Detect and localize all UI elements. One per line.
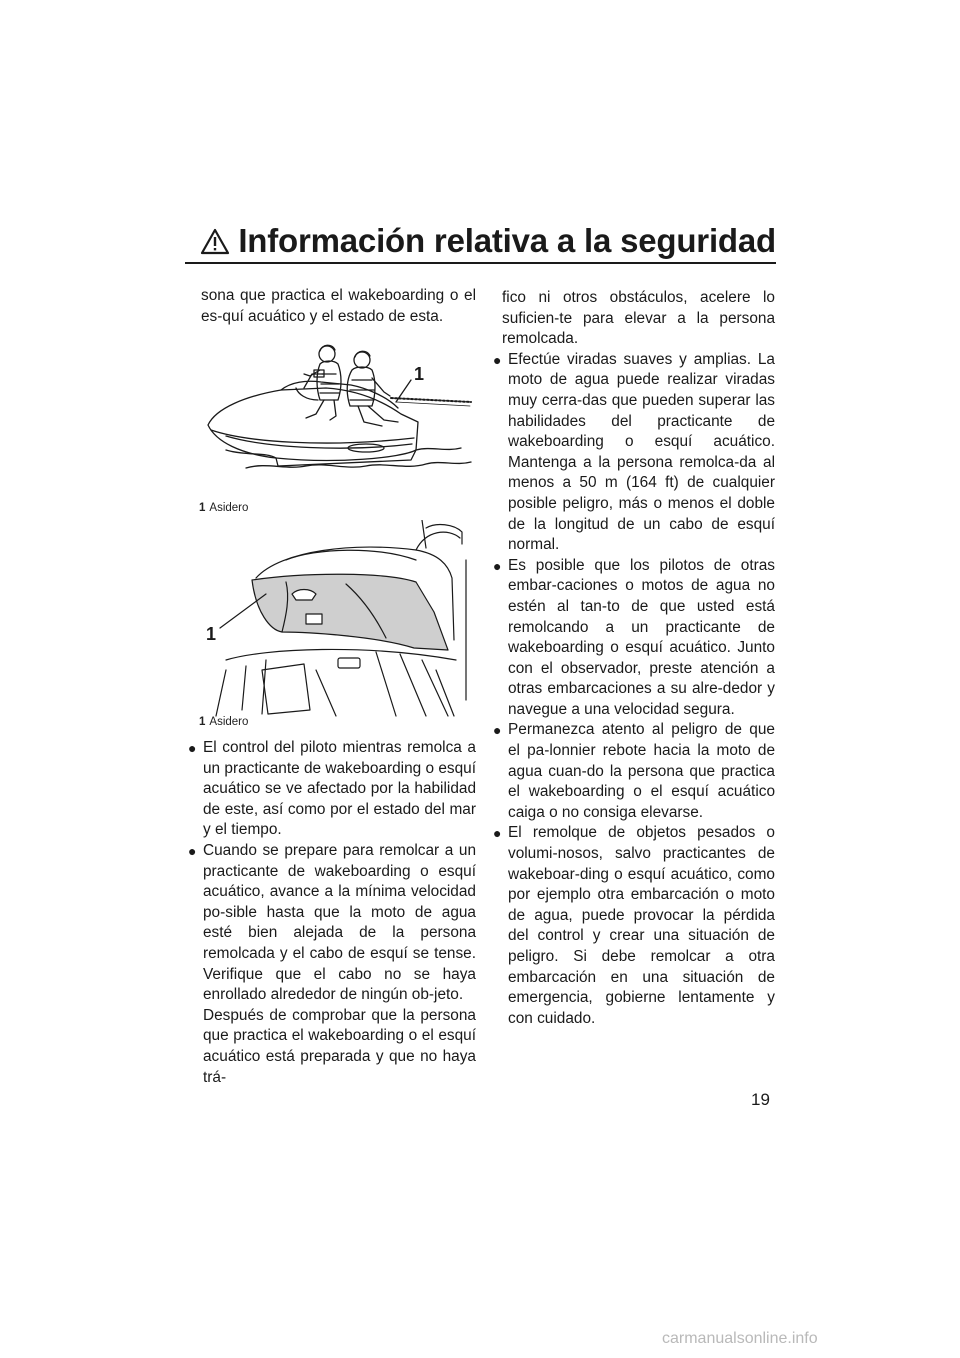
bullet-text: El remolque de objetos pesados o volumi-nosos, salvo practicantes de wakeboar-ding o esquí acuático, como por ejemplo otra embarcación o moto de agua, puede provocar la pérdida del control y crear una situación de peligro. Si debe remolcar a otra embarcación en una situación de emergencia, gobierne lentamente y con cuidado.: [508, 824, 775, 1027]
bullet-text: Permanezca atento al peligro de que el pa-lonnier rebote hacia la moto de agua cuan-do la persona que practica el wakeboarding o el esquí acuático caiga o no consiga elevarse.: [508, 721, 775, 821]
bullet-dot: ●: [493, 557, 502, 574]
bullet-item: [491, 823, 775, 1029]
bullet-dot: ●: [188, 842, 197, 859]
bullet-item: [491, 350, 775, 556]
left-bullet-list: [186, 738, 476, 1088]
page-title-wrap: [200, 222, 776, 260]
continuation-paragraph: Después de comprobar que la persona que practica el wakeboarding o el esquí acuático está preparada y que no haya trá-: [203, 1006, 476, 1086]
bullet-dot: ●: [493, 351, 502, 368]
right-continuation: fico ni otros obstáculos, acelere lo suficien-te para elevar a la persona remolcada.: [502, 289, 775, 348]
left-intro: [186, 286, 476, 327]
warning-triangle-icon: [200, 228, 230, 255]
bullet-text: El control del piloto mientras remolca a un practicante de wakeboarding o esquí acuático se ve afectado por la habilidad de este, así como por el estado del mar y el tiempo.: [203, 739, 476, 839]
caption1-number: 1: [199, 502, 206, 514]
figure2-caption: [199, 716, 248, 728]
bullet-dot: ●: [493, 722, 502, 739]
page-title: Información relativa a la seguridad: [238, 222, 776, 259]
bullet-text: Es posible que los pilotos de otras embar-caciones o motos de agua no estén al tan-to de que usted está remolcando a un practicante de wakeboarding o esquí acuático. Junto con el observador, preste atención a otras embarcaciones a su alre-dedor y navegue a una velocidad segura.: [508, 556, 775, 718]
caption1-label: Asidero: [209, 502, 249, 514]
header-rule: [185, 262, 776, 264]
figure2-callout: 1: [206, 624, 217, 644]
intro-paragraph: sona que practica el wakeboarding o el es-quí acuático y el estado de esta.: [201, 287, 476, 325]
bullet-dot: ●: [493, 825, 502, 842]
page-number: 19: [751, 1090, 770, 1109]
figure1-caption: [199, 502, 248, 514]
caption2-number: 1: [199, 716, 206, 728]
bullet-dot: ●: [188, 740, 197, 756]
caption2-label: Asidero: [209, 716, 249, 728]
watercraft-riders-illustration: [186, 330, 476, 500]
figure-watercraft-riders: [186, 330, 476, 500]
bullet-item: [186, 738, 476, 841]
bullet-item: [491, 556, 775, 721]
right-column: [491, 288, 775, 1029]
page-header: [185, 222, 776, 262]
grab-handle-illustration: [186, 520, 476, 720]
figure1-callout: 1: [414, 364, 425, 384]
bullet-text: Efectúe viradas suaves y amplias. La moto de agua puede realizar viradas muy cerra-das que pueden superar las habilidades del practicante de wakeboarding o esquí acuático. Mantenga a la persona remolca-da al menos a 50 m (164 ft) de cualquier posible peligro, más o menos el doble de la longitud de un cabo de esquí normal.: [508, 350, 775, 554]
bullet-text: Cuando se prepare para remolcar a un practicante de wakeboarding o esquí acuático, avance a la mínima velocidad po-sible hasta que la moto de agua esté bien alejada de la persona remolcada y el cabo de esquí se tense. Verifique que el cabo no se haya enrollado alrededor de ningún ob-jeto.: [203, 841, 476, 1004]
bullet-item: [491, 720, 775, 823]
figure-grab-handle: [186, 520, 476, 720]
bullet-item: [186, 841, 476, 1006]
watermark-link[interactable]: carmanualsonline.info: [662, 1330, 818, 1347]
